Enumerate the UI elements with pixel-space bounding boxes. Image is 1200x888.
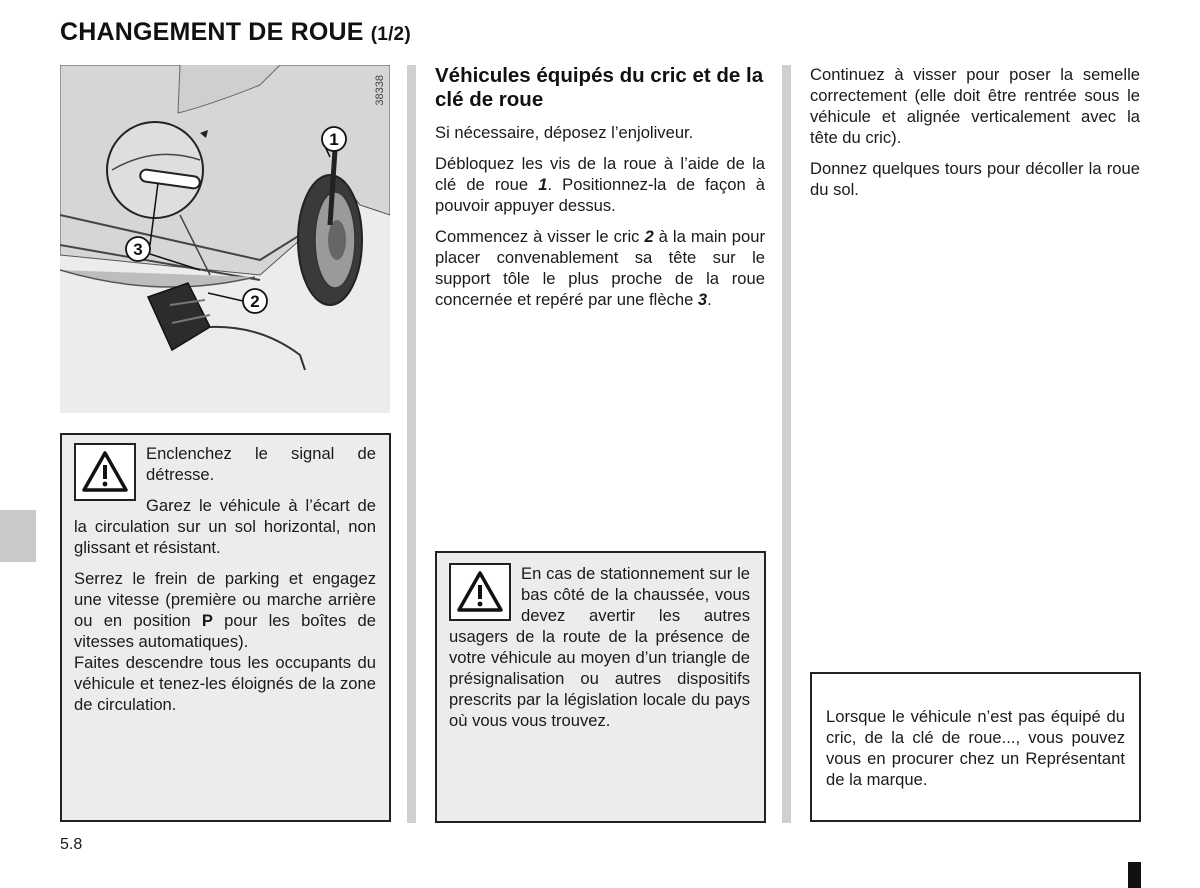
page-title-text: CHANGEMENT DE ROUE — [60, 18, 364, 46]
info-box-dealer — [810, 672, 1141, 822]
ref-wrench: 1 — [538, 175, 548, 194]
step-position-jack: Commencez à visser le cric 2 à la main pour placer convenablement sa tête sur le support tôle le plus proche de la roue concernée et repéré par une flèche 3. — [435, 227, 765, 309]
page-edge-mark — [1128, 862, 1141, 888]
callout-1-label: 1 — [329, 130, 339, 149]
warning-triangle-icon — [74, 443, 136, 501]
info-dealer-text: Lorsque le véhicule n’est pas équipé du cric, de la clé de roue..., vous pouvez vous en procurer chez un Représentant de la marque. — [826, 707, 1125, 789]
warning-box-parking — [60, 433, 391, 822]
right-column — [810, 64, 1140, 210]
section-heading: Véhicules équipés du cric et de la clé de roue — [435, 64, 764, 111]
page-title-part: (1/2) — [370, 24, 411, 45]
figure-reference-number: 38338 — [374, 75, 386, 106]
warning-parking-text-1: Enclenchez le signal de détresse. — [146, 444, 376, 484]
gear-position-p: P — [201, 611, 213, 630]
step-remove-hubcap: Si nécessaire, déposez l’enjoliveur. — [435, 123, 694, 142]
warning-triangle-icon — [449, 563, 511, 621]
page-number: 5.8 — [60, 836, 83, 853]
ref-jack: 2 — [644, 227, 654, 246]
warning-parking-text-2: Garez le véhicule à l’écart de la circulation sur un sol horizontal, non glissant et résistant. — [74, 496, 376, 557]
page-title — [60, 18, 411, 47]
warning-roadside-text: En cas de stationnement sur le bas côté de la chaussée, vous devez avertir les autres usagers de la route de la présence de votre véhicule au moyen d’un triangle de présignalisation ou autres dispositifs prescrits par la législation locale du pays où vous vous trouvez. — [449, 564, 750, 730]
column-divider-left — [407, 65, 416, 823]
step-screw-jack: Continuez à visser pour poser la semelle correctement (elle doit être rentrée sous le véhicule et alignée verticalement avec la tête du cric). — [810, 65, 1140, 147]
column-divider-right — [782, 65, 791, 823]
callout-3-label: 3 — [133, 240, 143, 259]
step-lift-wheel: Donnez quelques tours pour décoller la roue du sol. — [810, 159, 1140, 199]
jack-illustration — [60, 65, 390, 413]
warning-box-roadside — [435, 551, 766, 823]
warning-parking-text-4: Faites descendre tous les occupants du véhicule et tenez-les éloignés de la zone de circulation. — [74, 653, 376, 714]
ref-arrow: 3 — [697, 290, 708, 309]
warning-parking-text-3: Serrez le frein de parking et engagez une vitesse (première ou marche arrière ou en position P pour les boîtes de vitesses automatiques). — [74, 569, 376, 651]
middle-column — [435, 64, 765, 320]
callout-2-label: 2 — [250, 292, 260, 311]
chapter-tab — [0, 510, 36, 562]
car-jack-drawing — [60, 65, 390, 413]
step-loosen-bolts: Débloquez les vis de la roue à l’aide de la clé de roue 1. Positionnez-la de façon à pouvoir appuyer dessus. — [435, 154, 766, 215]
